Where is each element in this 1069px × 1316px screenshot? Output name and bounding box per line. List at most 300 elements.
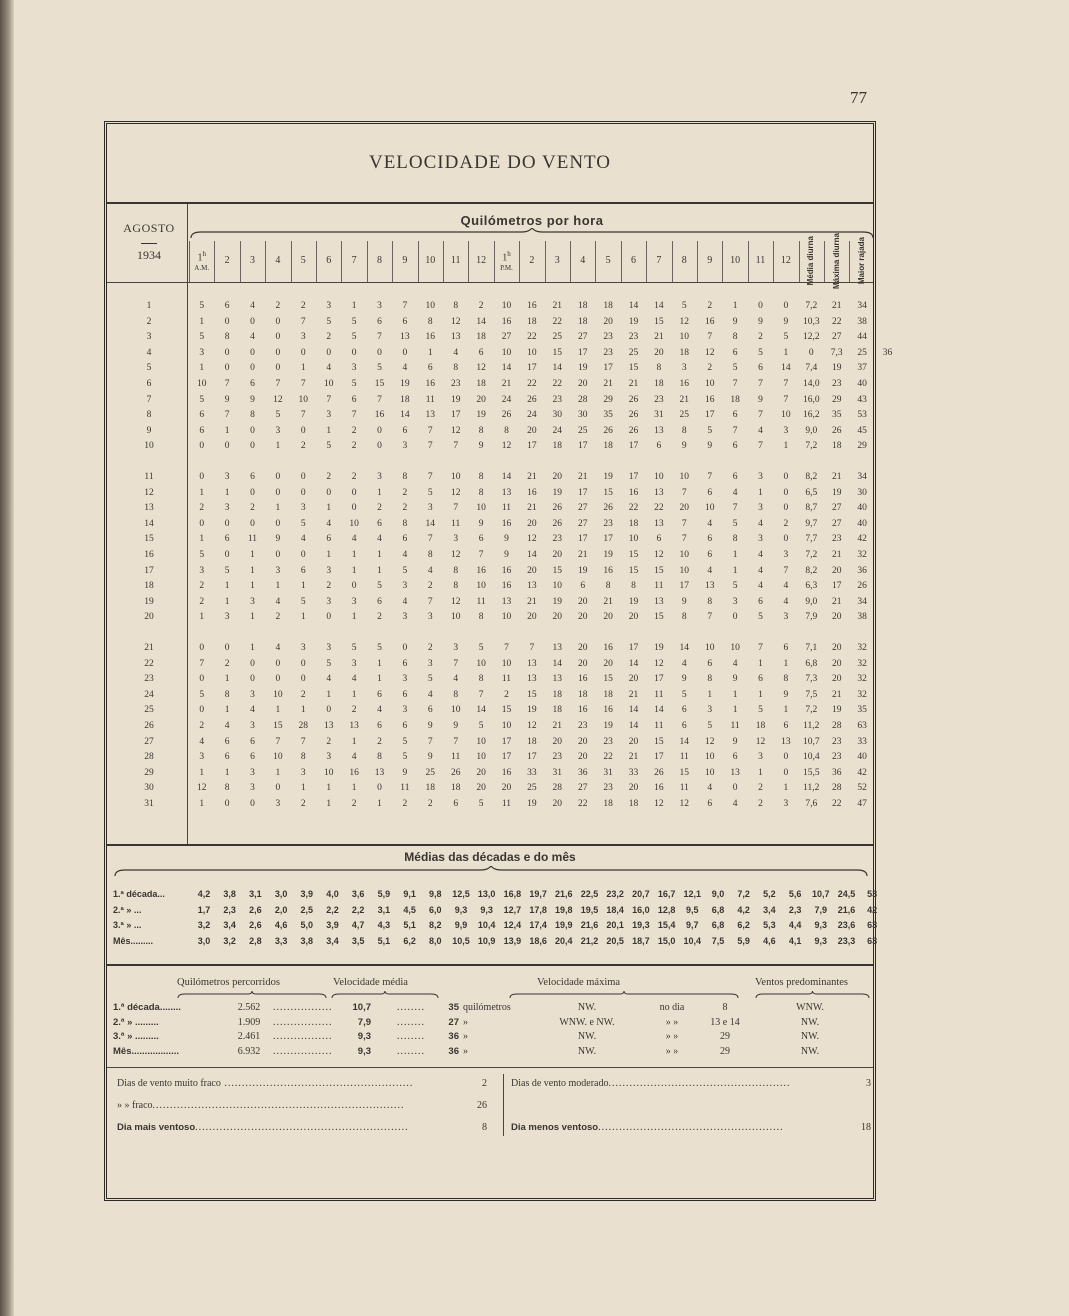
table-cell: 1 <box>300 783 306 794</box>
table-cell: 23 <box>831 379 842 389</box>
table-cell: 4 <box>732 658 738 669</box>
table-cell: 7 <box>783 379 789 389</box>
table-cell: 28 <box>298 721 309 731</box>
table-cell: 3 <box>300 503 306 514</box>
table-cell: 2 <box>758 783 763 794</box>
table-cell: 18 <box>831 441 842 452</box>
table-cell: 8 <box>224 332 230 343</box>
table-cell: 13 <box>552 674 563 685</box>
table-cell: 3 <box>351 658 357 669</box>
table-cell: 20 <box>527 425 537 436</box>
table-cell: 3 <box>351 596 357 607</box>
dot-leader: ........ <box>397 1045 425 1057</box>
table-cell: 2 <box>300 301 306 311</box>
table-cell: 3 <box>427 658 433 669</box>
table-cell: 8 <box>427 550 433 560</box>
table-cell: 26 <box>603 503 613 514</box>
table-cell: 3 <box>300 643 306 653</box>
table-cell: 1 <box>732 550 738 560</box>
table-cell: 6 <box>707 658 713 669</box>
table-cell: 6 <box>300 565 306 576</box>
means-row-label: 3.ª » ... <box>113 920 142 930</box>
table-cell: 8 <box>250 410 255 421</box>
table-cell: 19 <box>628 316 639 327</box>
table-cell: 20 <box>603 316 613 327</box>
means-cell: 3,8 <box>300 935 314 946</box>
table-cell: 3 <box>377 472 382 482</box>
table-cell: 10 <box>476 752 486 763</box>
table-cell: 6 <box>732 441 738 452</box>
table-cell: 1 <box>377 799 382 809</box>
table-cell: 2 <box>275 612 281 623</box>
table-cell: 7 <box>681 518 687 529</box>
table-cell: 9 <box>224 394 230 405</box>
table-cell: 22 <box>628 503 639 514</box>
table-cell: 7 <box>427 534 433 545</box>
table-cell: 5 <box>427 674 433 685</box>
means-cell: 21,6 <box>837 904 856 915</box>
table-cell: 20 <box>527 565 537 576</box>
table-cell: 5 <box>326 658 332 669</box>
table-cell: 1 <box>250 565 255 576</box>
table-cell: 14 <box>501 363 512 374</box>
means-cell: 4,6 <box>763 935 776 946</box>
table-cell: 9 <box>732 674 738 685</box>
hour-number: 1$^h$ <box>197 249 206 264</box>
column-divider <box>519 241 520 282</box>
table-cell: 20 <box>501 783 512 794</box>
table-cell: 36 <box>882 347 893 358</box>
means-row <box>107 934 878 949</box>
table-cell: 11 <box>501 503 512 514</box>
table-cell: 8 <box>478 425 484 436</box>
table-cell: 7,2 <box>805 441 818 452</box>
means-cell: 2,8 <box>249 935 262 946</box>
means-cell: 20,1 <box>606 920 624 930</box>
table-cell: 2 <box>377 503 382 514</box>
hour-period: A.M. <box>194 264 210 273</box>
summary-brace <box>509 991 739 999</box>
table-cell: 27 <box>577 518 588 529</box>
summary-row-label: 2.ª » ......... <box>113 1016 159 1028</box>
means-cell: 19,7 <box>529 889 547 899</box>
table-cell: 6 <box>681 705 687 716</box>
table-cell: 16 <box>425 332 436 343</box>
table-cell: 13 <box>527 674 537 685</box>
date-prefix: » » <box>665 1045 679 1057</box>
table-cell: 2 <box>427 581 433 592</box>
table-cell: 1 <box>758 487 763 498</box>
table-cell: 32 <box>857 550 867 560</box>
table-cell: 4 <box>732 799 738 809</box>
table-cell: 21 <box>831 301 842 311</box>
table-cell: 1 <box>351 550 357 560</box>
hour-number: 6 <box>326 255 332 266</box>
table-cell: 38 <box>857 612 867 623</box>
means-cell: 3,6 <box>351 889 365 899</box>
hour-number: 11 <box>755 255 766 266</box>
table-cell: 12 <box>196 783 207 794</box>
table-cell: 4 <box>707 565 713 576</box>
max-speed-day: 29 <box>720 1045 730 1057</box>
table-cell: 12,2 <box>802 332 820 343</box>
table-cell: 15 <box>552 565 563 576</box>
table-cell: 21 <box>577 472 588 482</box>
table-cell: 4 <box>681 658 687 669</box>
table-cell: 33 <box>628 767 639 778</box>
table-cell: 0 <box>275 518 281 529</box>
table-cell: 23 <box>603 518 613 529</box>
table-cell: 7,5 <box>805 689 818 700</box>
hour-number: 5 <box>605 255 611 266</box>
table-cell: 16 <box>501 767 512 778</box>
table-cell: 9 <box>681 674 687 685</box>
table-cell: 14 <box>679 643 690 653</box>
means-cell: 1,7 <box>197 904 211 915</box>
table-cell: 32 <box>857 643 867 653</box>
table-cell: 26 <box>831 425 842 436</box>
table-cell: 6 <box>681 721 687 731</box>
table-cell: 24 <box>527 410 537 421</box>
table-cell: 35 <box>603 410 613 421</box>
day-number: 29 <box>144 767 154 778</box>
table-cell: 13 <box>654 425 664 436</box>
table-cell: 11 <box>501 674 512 685</box>
table-cell: 12 <box>755 736 766 747</box>
table-cell: 0 <box>199 643 205 653</box>
means-title: Médias das décadas e do mês <box>404 850 576 864</box>
table-cell: 21 <box>527 596 537 607</box>
table-cell: 13 <box>730 767 740 778</box>
means-cell: 4,1 <box>788 935 802 946</box>
table-cell: 14 <box>654 705 664 716</box>
table-cell: 4 <box>377 705 382 716</box>
table-cell: 5 <box>199 301 205 311</box>
table-cell: 2 <box>300 689 306 700</box>
table-cell: 20 <box>628 674 639 685</box>
table-cell: 27 <box>577 332 588 343</box>
table-cell: 6 <box>453 799 459 809</box>
means-cell: 16,7 <box>657 889 676 899</box>
dot-leader: ................. <box>273 1016 333 1028</box>
table-cell: 10 <box>679 332 690 343</box>
table-cell: 2 <box>300 441 306 452</box>
table-cell: 7 <box>707 472 713 482</box>
max-speed-day: 13 e 14 <box>710 1016 740 1028</box>
table-cell: 20 <box>552 550 563 560</box>
table-cell: 8 <box>453 363 459 374</box>
average-speed: 9,3 <box>357 1031 371 1042</box>
dot-leader: ................. <box>273 1031 333 1042</box>
table-cell: 7 <box>758 410 763 421</box>
table-cell: 0 <box>783 503 789 514</box>
table-cell: 14 <box>781 363 791 374</box>
table-cell: 8 <box>478 472 484 482</box>
day-number: 19 <box>144 596 154 607</box>
table-cell: 2 <box>377 612 382 623</box>
table-cell: 6 <box>732 752 738 763</box>
table-cell: 25 <box>857 347 867 358</box>
table-cell: 9 <box>758 316 763 327</box>
means-cell: 20,5 <box>606 935 624 946</box>
table-cell: 23 <box>603 332 613 343</box>
day-number: 25 <box>144 705 154 716</box>
table-cell: 2 <box>783 518 789 529</box>
table-cell: 15 <box>603 674 613 685</box>
average-speed: 9,3 <box>357 1045 371 1057</box>
table-cell: 29 <box>831 394 842 405</box>
table-cell: 3 <box>250 721 255 731</box>
table-cell: 13 <box>425 410 436 421</box>
means-cell: 17,8 <box>529 904 547 915</box>
table-cell: 1 <box>326 799 332 809</box>
table-cell: 2 <box>402 799 408 809</box>
table-cell: 6 <box>250 736 255 747</box>
table-cell: 4 <box>326 363 332 374</box>
table-cell: 6 <box>199 425 205 436</box>
table-cell: 16 <box>704 316 715 327</box>
table-cell: 14 <box>654 301 664 311</box>
table-cell: 3 <box>224 612 230 623</box>
table-cell: 2 <box>250 503 255 514</box>
table-cell: 1 <box>224 767 230 778</box>
table-cell: 9 <box>783 316 789 327</box>
table-cell: 5 <box>732 363 738 374</box>
table-cell: 8 <box>453 581 459 592</box>
table-cell: 17 <box>577 487 588 498</box>
table-cell: 1 <box>326 783 332 794</box>
table-cell: 2 <box>326 736 332 747</box>
table-cell: 18 <box>577 316 588 327</box>
table-cell: 4 <box>453 347 459 358</box>
table-cell: 7,3 <box>805 674 818 685</box>
column-divider <box>545 241 546 282</box>
table-cell: 28 <box>552 783 563 794</box>
table-cell: 16 <box>577 674 588 685</box>
table-cell: 12 <box>704 347 715 358</box>
means-cell: 18,4 <box>606 904 624 915</box>
table-cell: 7,3 <box>830 347 843 358</box>
table-cell: 23 <box>552 752 563 763</box>
table-cell: 3 <box>377 301 382 311</box>
table-cell: 7 <box>453 441 459 452</box>
km-traveled: 2.562 <box>237 1002 261 1013</box>
table-cell: 3 <box>326 301 332 311</box>
table-cell: 0 <box>224 316 230 327</box>
table-cell: 8,2 <box>805 472 818 482</box>
table-cell: 13 <box>704 581 715 592</box>
table-cell: 18 <box>577 689 588 700</box>
table-cell: 29 <box>603 394 613 405</box>
table-cell: 19 <box>628 596 639 607</box>
table-cell: 3 <box>758 503 763 514</box>
table-cell: 0 <box>250 347 255 358</box>
table-cell: 8 <box>504 425 509 436</box>
table-cell: 1 <box>351 689 357 700</box>
table-cell: 6 <box>427 363 433 374</box>
day-number: 31 <box>144 799 154 809</box>
means-cell: 12,8 <box>657 904 676 915</box>
table-cell: 3 <box>783 550 789 560</box>
table-cell: 6 <box>783 643 789 653</box>
table-cell: 0 <box>275 316 281 327</box>
table-cell: 2 <box>300 799 306 809</box>
table-cell: 10 <box>704 643 715 653</box>
table-cell: 18 <box>603 301 613 311</box>
hour-sup: h <box>507 249 511 258</box>
means-cell: 2,6 <box>249 920 262 930</box>
table-cell: 37 <box>857 363 867 374</box>
table-cell: 26 <box>603 425 613 436</box>
hour-number: 12 <box>780 255 791 266</box>
table-cell: 1 <box>783 705 789 716</box>
means-cell: 6,2 <box>403 935 416 946</box>
table-cell: 20 <box>577 643 588 653</box>
table-cell: 20 <box>831 643 842 653</box>
means-cell: 2,2 <box>326 904 339 915</box>
hour-header <box>341 241 366 281</box>
speed-unit: quilómetros <box>463 1002 511 1013</box>
table-cell: 26 <box>654 767 664 778</box>
table-cell: 7 <box>758 441 763 452</box>
table-cell: 9 <box>250 394 255 405</box>
table-cell: 10 <box>323 379 334 389</box>
table-cell: 52 <box>857 783 867 794</box>
table-cell: 16 <box>501 565 512 576</box>
table-cell: 8 <box>783 674 789 685</box>
table-cell: 5 <box>377 581 382 592</box>
table-cell: 40 <box>857 518 867 529</box>
year-label: 1934 <box>137 248 161 262</box>
table-cell: 2 <box>427 643 433 653</box>
table-cell: 7 <box>427 425 433 436</box>
means-row <box>107 918 878 933</box>
table-cell: 0 <box>275 363 281 374</box>
table-cell: 1 <box>199 534 205 545</box>
table-cell: 20 <box>603 658 613 669</box>
table-cell: 1 <box>427 347 433 358</box>
table-cell: 6,8 <box>805 658 818 669</box>
table-cell: 0 <box>351 347 357 358</box>
table-cell: 0 <box>199 518 205 529</box>
table-cell: 7 <box>478 550 484 560</box>
table-cell: 9,7 <box>805 518 818 529</box>
table-cell: 6 <box>758 674 763 685</box>
means-cell: 9,3 <box>480 904 493 915</box>
table-cell: 19 <box>831 705 842 716</box>
table-cell: 17 <box>501 752 512 763</box>
table-cell: 1 <box>783 658 789 669</box>
table-cell: 26 <box>628 394 639 405</box>
table-cell: 0 <box>275 487 281 498</box>
means-cell: 6,2 <box>737 920 750 930</box>
hour-number: 10 <box>730 255 741 266</box>
table-cell: 1 <box>326 503 332 514</box>
day-number: 4 <box>146 347 152 358</box>
table-cell: 23 <box>577 721 588 731</box>
means-cell: 4,3 <box>377 920 391 930</box>
table-cell: 7 <box>758 643 763 653</box>
means-cell: 2,3 <box>788 904 802 915</box>
table-cell: 0 <box>300 674 306 685</box>
table-cell: 10 <box>679 565 690 576</box>
table-cell: 4 <box>783 581 789 592</box>
means-cell: 3,4 <box>223 920 236 930</box>
means-cell: 23,3 <box>837 935 856 946</box>
table-cell: 14 <box>552 658 563 669</box>
table-cell: 4 <box>275 643 281 653</box>
table-cell: 7 <box>224 379 230 389</box>
means-cell: 63 <box>867 920 878 930</box>
day-number: 18 <box>144 581 154 592</box>
table-cell: 15 <box>501 705 512 716</box>
means-cell: 5,2 <box>763 889 776 899</box>
table-cell: 20 <box>476 767 486 778</box>
table-cell: 1 <box>275 581 281 592</box>
table-cell: 13 <box>349 721 359 731</box>
table-cell: 0 <box>377 783 382 794</box>
means-cell: 3,1 <box>377 904 391 915</box>
max-speed: 35 <box>448 1002 459 1013</box>
predominant-wind: NW. <box>800 1045 820 1057</box>
hour-number: 12 <box>476 255 487 266</box>
table-cell: 18 <box>552 441 563 452</box>
table-cell: 4 <box>732 487 738 498</box>
table-cell: 4 <box>453 674 459 685</box>
means-cell: 19,9 <box>555 920 573 930</box>
table-cell: 3 <box>351 363 357 374</box>
summary-row-label: 3.ª » ......... <box>113 1031 159 1042</box>
table-cell: 18 <box>679 347 690 358</box>
table-cell: 20 <box>552 612 563 623</box>
table-cell: 10 <box>450 612 461 623</box>
table-cell: 20 <box>577 596 588 607</box>
table-cell: 2 <box>707 301 713 311</box>
table-cell: 11,2 <box>803 783 820 794</box>
footer-menos-ventoso: Dia menos ventoso..................................................... 18 <box>511 1122 871 1133</box>
table-cell: 20 <box>603 612 613 623</box>
table-cell: 40 <box>857 752 867 763</box>
units-header: Quilómetros por hora <box>460 213 604 228</box>
summary-header: Velocidade máxima <box>537 977 621 988</box>
table-cell: 13 <box>781 736 791 747</box>
means-cell: 18,6 <box>529 935 547 946</box>
means-bottom-rule <box>107 964 873 966</box>
table-cell: 0 <box>250 487 255 498</box>
table-cell: 10 <box>501 658 512 669</box>
table-cell: 5 <box>732 518 738 529</box>
means-cell: 12,5 <box>452 889 470 899</box>
table-cell: 9 <box>783 689 789 700</box>
table-cell: 9 <box>453 721 459 731</box>
table-cell: 42 <box>857 534 867 545</box>
table-cell: 22 <box>527 332 537 343</box>
table-cell: 10,4 <box>802 752 820 763</box>
table-cell: 3 <box>402 674 408 685</box>
table-cell: 0 <box>250 674 255 685</box>
table-cell: 3 <box>275 799 281 809</box>
footer-moderado: Dias de vento moderado.................................................... 3 <box>511 1078 871 1089</box>
means-cell: 10,4 <box>477 920 496 930</box>
table-cell: 6 <box>707 799 713 809</box>
table-cell: 1 <box>732 565 738 576</box>
means-cell: 10,5 <box>452 935 470 946</box>
means-brace <box>113 866 869 878</box>
table-cell: 18 <box>425 783 436 794</box>
table-cell: 2 <box>707 363 713 374</box>
table-cell: 3 <box>326 410 332 421</box>
table-cell: 9 <box>478 518 484 529</box>
